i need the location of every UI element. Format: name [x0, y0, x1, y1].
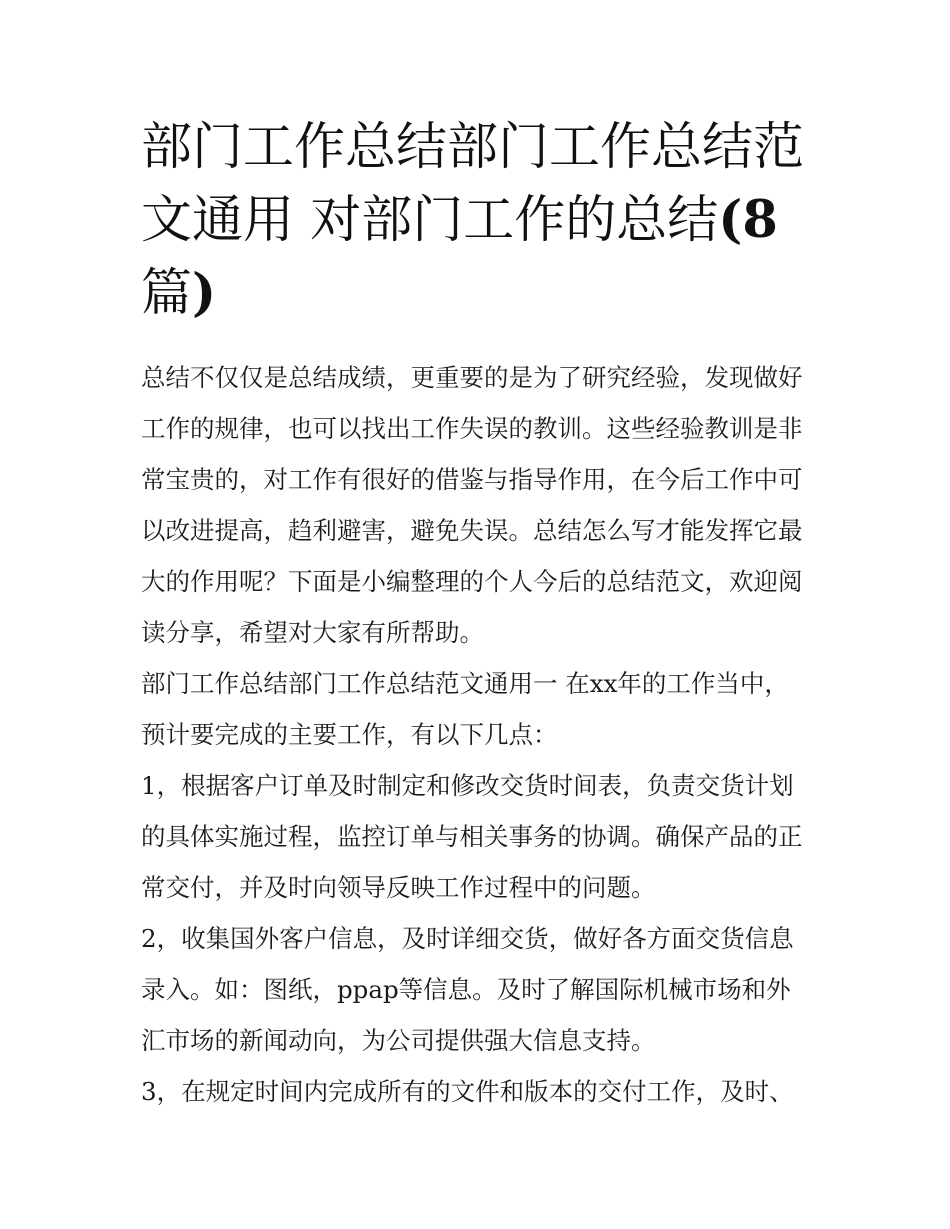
document-body — [141, 352, 813, 1117]
document-content — [141, 112, 813, 1117]
title-line-3: 篇 — [141, 264, 193, 323]
title-line-2-tail: (8 — [718, 190, 778, 250]
title-line-2: 文通用 对部门工作的总结 — [141, 191, 719, 250]
paragraph-intro: 总结不仅仅是总结成绩，更重要的是为了研究经验，发现做好工作的规律，也可以找出工作失误的教训。这些经验教训是非常宝贵的，对工作有很好的借鉴与指导作用，在今后工作中可以改进提高，趋利避害，避免失误。总结怎么写才能发挥它最大的作用呢？下面是小编整理的个人今后的总结范文，欢迎阅读分享，希望对大家有所帮助。 — [141, 363, 803, 647]
document-title — [141, 112, 813, 330]
paragraph-item-1: 1，根据客户订单及时制定和修改交货时间表，负责交货计划的具体实施过程，监控订单与相关事务的协调。确保产品的正常交付，并及时向领导反映工作过程中的问题。 — [141, 771, 803, 902]
paragraph-item-3: 3，在规定时间内完成所有的文件和版本的交付工作，及时、 — [141, 1077, 794, 1106]
title-line-1: 部门工作总结部门工作总结范 — [141, 118, 805, 177]
paragraph-item-2: 2，收集国外客户信息，及时详细交货，做好各方面交货信息录入。如：图纸，ppap等信息。及时了解国际机械市场和外汇市场的新闻动向，为公司提供强大信息支持。 — [141, 924, 794, 1055]
paragraph-section-heading: 部门工作总结部门工作总结范文通用一 在xx年的工作当中，预计要完成的主要工作，有以下几点： — [141, 669, 789, 749]
title-line-3-tail: ) — [192, 263, 217, 323]
